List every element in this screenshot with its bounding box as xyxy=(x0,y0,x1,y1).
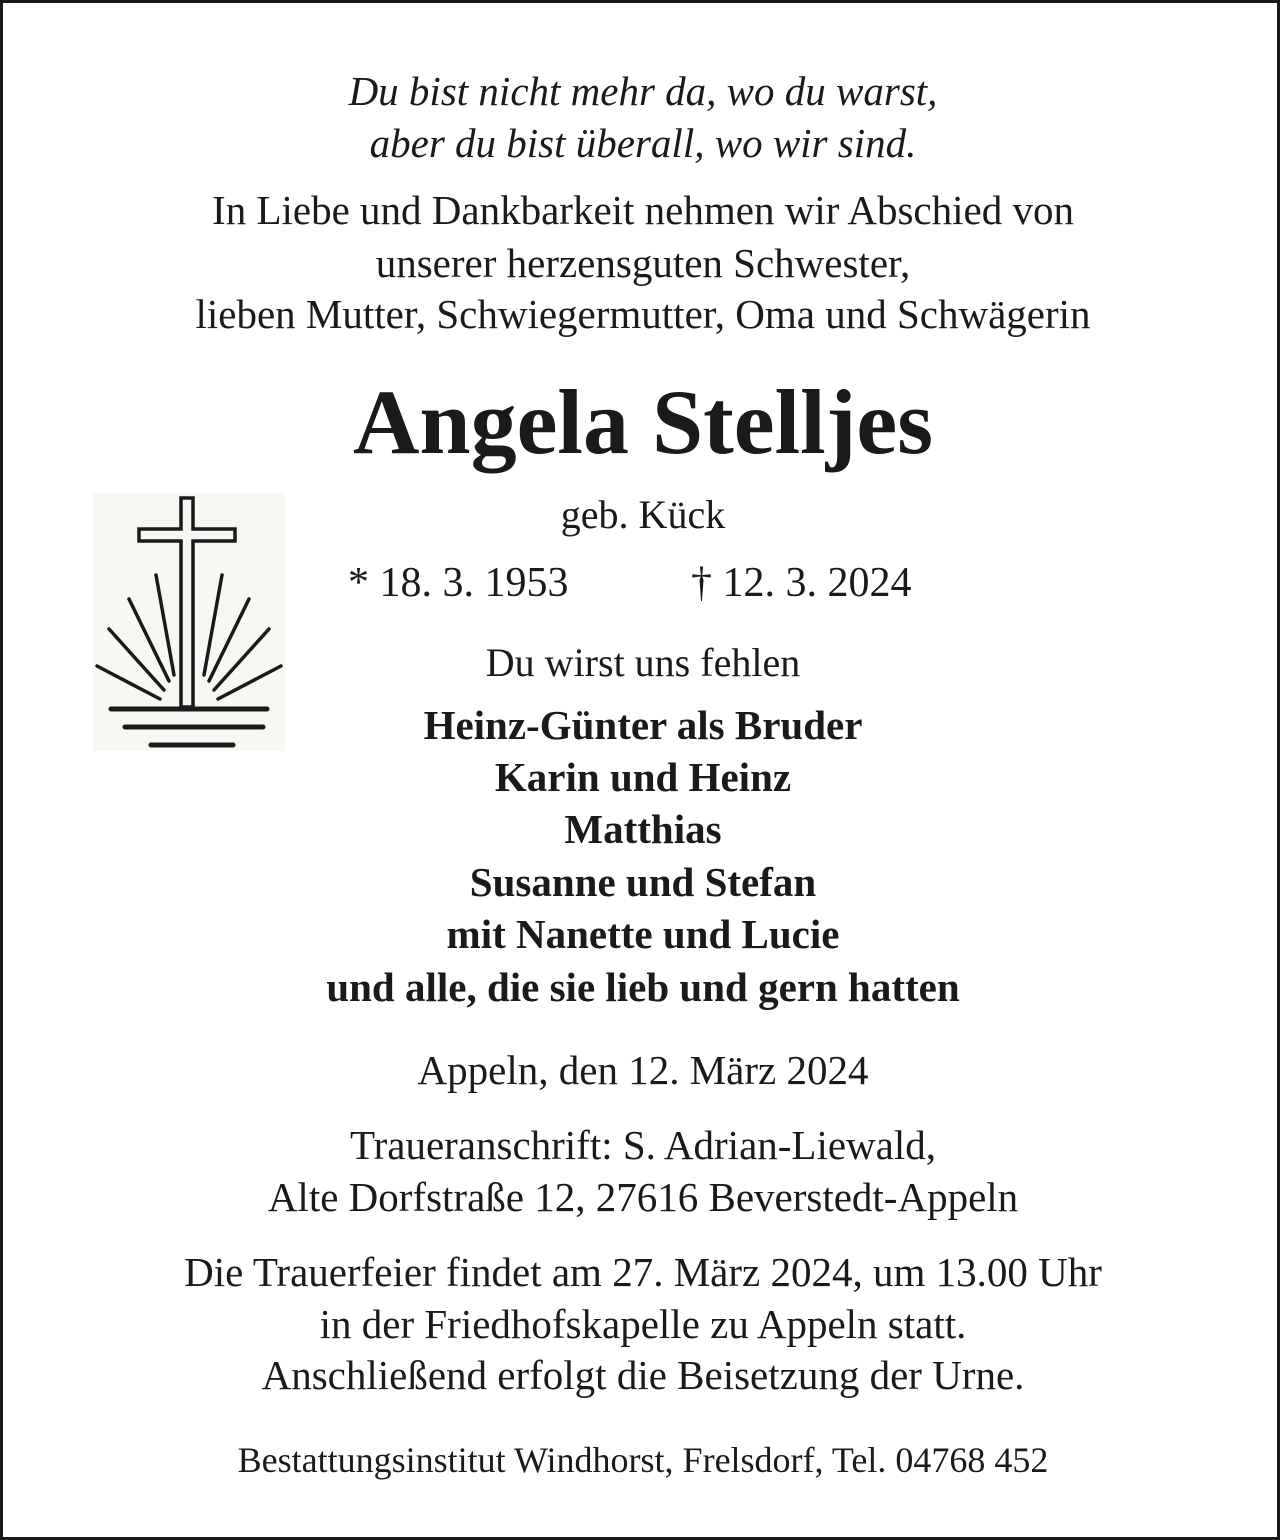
ceremony-line-3: Anschließend erfolgt die Beisetzung der Urne. xyxy=(261,1352,1025,1398)
address-line-2: Alte Dorfstraße 12, 27616 Beverstedt-Appeln xyxy=(267,1174,1019,1220)
mourner-line: Heinz-Günter als Bruder xyxy=(423,702,863,748)
mourner-line: Susanne und Stefan xyxy=(469,859,817,905)
death-date: † 12. 3. 2024 xyxy=(691,560,912,606)
mourner-line: Matthias xyxy=(564,806,722,852)
intro-line-3: lieben Mutter, Schwiegermutter, Oma und Schwägerin xyxy=(195,291,1091,337)
intro-line-2: unserer herzensguten Schwester, xyxy=(375,240,911,286)
mourner-line: mit Nanette und Lucie xyxy=(446,911,840,957)
mourner-line: Karin und Heinz xyxy=(494,754,792,800)
deceased-name: Angela Stelljes xyxy=(352,371,934,473)
ceremony-line-1: Die Trauerfeier findet am 27. März 2024, um 13.00 Uhr xyxy=(184,1249,1102,1295)
mourner-line: und alle, die sie lieb und gern hatten xyxy=(326,964,960,1010)
birth-date: * 18. 3. 1953 xyxy=(348,560,569,606)
address-line-1: Traueranschrift: S. Adrian-Liewald, xyxy=(349,1122,936,1168)
ceremony-line-2: in der Friedhofskapelle zu Appeln statt. xyxy=(319,1301,967,1347)
place-date: Appeln, den 12. März 2024 xyxy=(417,1047,869,1093)
birth-name: geb. Kück xyxy=(560,492,726,537)
quote-line-2: aber du bist überall, wo wir sind. xyxy=(369,120,917,166)
intro-line-1: In Liebe und Dankbarkeit nehmen wir Abschied von xyxy=(212,187,1074,233)
missing-you-text: Du wirst uns fehlen xyxy=(485,640,801,685)
undertaker-info: Bestattungsinstitut Windhorst, Frelsdorf, Tel. 04768 452 xyxy=(237,1440,1049,1480)
quote-line-1: Du bist nicht mehr da, wo du warst, xyxy=(348,68,938,114)
